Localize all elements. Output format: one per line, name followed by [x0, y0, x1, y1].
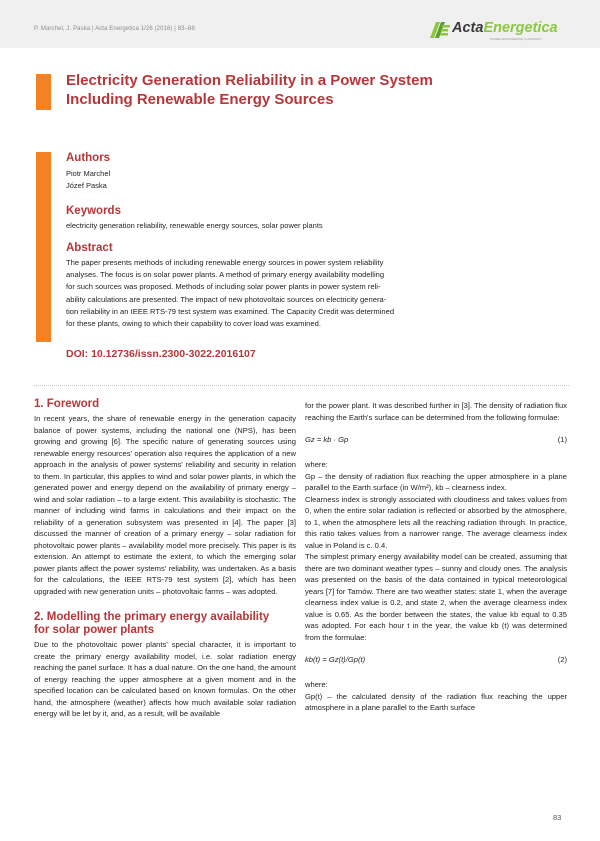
keywords-heading: Keywords: [66, 205, 121, 217]
right-paragraph-2: Gp – the density of radiation flux reaching the upper atmosphere in a plane parallel to the Earth surface (in W/m²), kb – clearness index.: [305, 471, 567, 492]
page-number: 83: [553, 813, 562, 822]
abstract-line: The paper presents methods of including renewable energy sources in power system reliability: [66, 258, 384, 267]
equation-1-number: (1): [557, 435, 567, 444]
logo-wordmark: [452, 19, 558, 37]
abstract-line: ability calculations are presented. The impact of new photovoltaic sources on electricity genera-: [66, 294, 387, 304]
section-1-heading: 1. Foreword: [34, 398, 100, 410]
right-paragraph-3: Clearness index is strongly associated with cloudiness and takes values from 0, when the entire solar radiation is reflected or absorbed by the atmosphere, to 1, when the atmosphere lets all the reaching radiation through. In practice, this ratio takes values from a narrower range. The average clearness index value in Poland is c. 0.4.: [305, 494, 567, 550]
where-label-1: where:: [305, 460, 328, 469]
equation-1-formula: Gz = kb · Gp: [305, 435, 349, 444]
abstract-line: for such sources was proposed. Methods of including solar power plants in power system reli-: [66, 282, 381, 292]
equation-1: [305, 429, 567, 453]
equation-2-number: (2): [557, 655, 567, 664]
right-paragraph-4: The simplest primary energy availability model can be created, assuming that there are two dominant weather types – sunny and cloudy ones. The analysis was presented on the basis of the data contained in typical meteorological years [7] for Tarnów. There are two weather states: state 1, when the average clearness index value is 0.2, and state 2, when the average clearness index value is 0.65. As the border between the states, the value kb equal to 0.35 was adopted. For each hour t in the year, the value kb (t) was determined from the formulae:: [305, 552, 567, 642]
author-name-2: Józef Paska: [66, 181, 107, 190]
author-name-1: Piotr Marchel: [66, 169, 111, 178]
equation-2-formula: kb(t) = Gz(t)/Gp(t): [305, 655, 366, 664]
metadata-accent-bar: [36, 152, 51, 342]
where-label-2: where:: [305, 680, 328, 689]
abstract-line: analyses. The focus is on solar power plants. A method of primary energy availability modelling: [66, 270, 385, 280]
section-1-paragraph: In recent years, the share of renewable energy in the generation capacity balance of power systems, including the national one (NPS), has been growing and growing [6]. The specific nature of generating sources using renewable energy resources' operation also requires the application of a new approach in the analysis of power systems' reliability and security in relation to them. In particular, this applies to wind and solar power plants, in which the generated power and energy depend on the availability of primary energy – wind and solar radiation – to a large extent. This availability is stochastic. The manner of including wind farms in calculations and their impact on the reliability of a generation subsystem was presented in [4]. The paper [3] discussed the manner of creation of a primary energy – solar radiation for photovoltaic power plants – availability model more precisely. This paper is its extension. An attempt to estimate the extent, to which the emerging solar power plants affect the power systems' reliability, was undertaken. As a basis for the calculations, the IEEE RTS-79 test system [2], which has been upgraded with new generation units – photovoltaic farms – was adopted.: [34, 414, 296, 596]
equation-2: [305, 649, 567, 673]
section-divider: [34, 385, 569, 386]
left-column: [34, 398, 296, 720]
running-header: [0, 0, 600, 48]
section-2-heading-line-2: for solar power plants: [34, 624, 155, 636]
paper-title: [66, 71, 566, 109]
title-line-2: Including Renewable Energy Sources: [66, 91, 334, 108]
doi-link[interactable]: DOI: 10.12736/issn.2300-3022.2016107: [66, 348, 256, 360]
journal-logo: [430, 19, 580, 43]
header-citation: P. Marchel, J. Paska | Acta Energetica 1/26 (2016) | 83–88: [34, 26, 195, 32]
abstract-heading: Abstract: [66, 242, 113, 254]
title-accent-bar: [36, 74, 51, 110]
section-2-heading-line-1: 2. Modelling the primary energy availability: [34, 611, 270, 623]
right-paragraph-5: Gp(t) – the calculated density of the radiation flux reaching the upper atmosphere in a plane parallel to the Earth surface: [305, 691, 567, 712]
title-line-1: Electricity Generation Reliability in a Power System: [66, 72, 433, 89]
abstract-line: tion reliability in an IEEE RTS-79 test system was examined. The Capacity Credit was determined: [66, 306, 395, 316]
right-paragraph-1: for the power plant. It was described further in [3]. The density of radiation flux reaching the Earth's surface can be determined from the following formulae:: [305, 401, 567, 422]
section-2-heading: [34, 611, 296, 637]
right-column: [305, 400, 567, 714]
abstract-line: for these plants, owing to which their capability to cover load was examined.: [66, 319, 321, 329]
logo-tagline: POWER ENGINEERING QUARTERLY: [490, 37, 543, 41]
logo-energetica: Energetica: [483, 20, 558, 36]
logo-mark-icon: [430, 22, 450, 38]
section-2-paragraph: Due to the photovoltaic power plants' special character, it is important to create the primary energy availability model, i.e. solar radiation energy reaching the panel surface. It has a dual nature. On the one hand, the amount of energy reaching the upper atmosphere at a given moment and in the specified location can be calculated based on known formulas. On the other hand, the atmosphere (weather) affects how much available solar radiation energy will be let by it, and, as a result, will be available: [34, 640, 296, 718]
authors-heading: Authors: [66, 152, 111, 164]
logo-acta: Acta: [452, 20, 484, 36]
abstract-text: [66, 257, 456, 330]
keywords-text: electricity generation reliability, renewable energy sources, solar power plants: [66, 221, 323, 230]
